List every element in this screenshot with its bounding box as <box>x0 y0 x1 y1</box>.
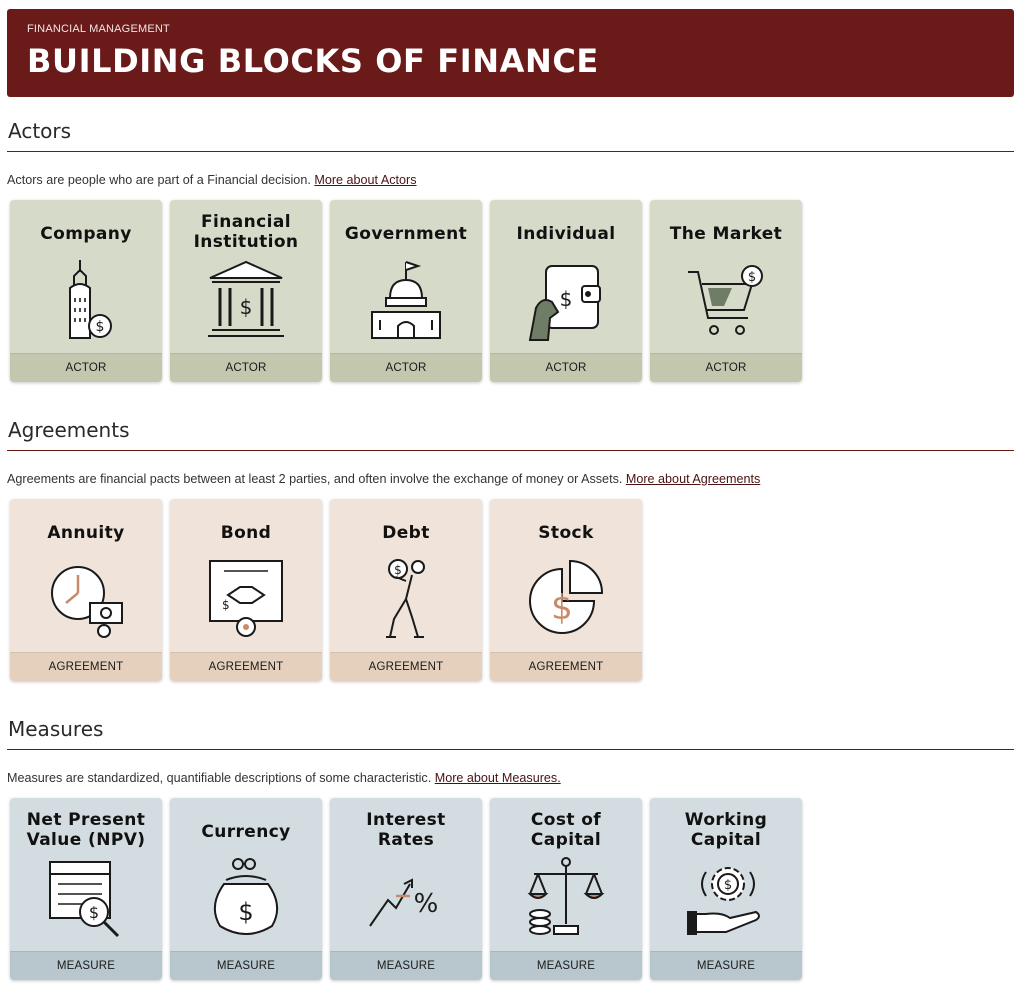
coin-purse-icon <box>206 856 286 942</box>
card-working-capital[interactable] <box>650 798 802 980</box>
shopping-cart-icon <box>686 258 766 344</box>
more-about-agreements-link[interactable]: More about Agreements <box>625 472 761 486</box>
card-financial-institution[interactable] <box>170 200 322 382</box>
card-interest-rates[interactable] <box>330 798 482 980</box>
clock-banknote-icon <box>46 557 126 643</box>
pie-dollar-icon <box>526 557 606 643</box>
svg-text:$: $ <box>95 319 105 335</box>
card-title: Financial Institution <box>193 212 299 252</box>
card-type-label: AGREEMENT <box>490 652 642 681</box>
svg-text:$: $ <box>559 287 573 311</box>
svg-text:$: $ <box>747 270 757 285</box>
certificate-handshake-icon <box>206 557 286 643</box>
card-currency[interactable] <box>170 798 322 980</box>
svg-text:$: $ <box>239 295 253 319</box>
card-title: Debt <box>382 523 430 543</box>
card-grid <box>10 200 802 382</box>
svg-text:$: $ <box>723 878 733 893</box>
section-agreements <box>7 415 1014 673</box>
card-government[interactable] <box>330 200 482 382</box>
hand-wallet-icon <box>526 258 606 344</box>
section-measures <box>7 714 1014 972</box>
bank-building-icon <box>206 258 286 344</box>
card-annuity[interactable] <box>10 499 162 681</box>
card-title: The Market <box>669 224 783 244</box>
skyscraper-dollar-icon <box>46 258 126 344</box>
card-title: Net Present Value (NPV) <box>26 810 146 850</box>
card-title: Currency <box>201 822 291 842</box>
card-company[interactable] <box>10 200 162 382</box>
card-type-label: AGREEMENT <box>170 652 322 681</box>
card-net-present-value[interactable] <box>10 798 162 980</box>
card-type-label: AGREEMENT <box>330 652 482 681</box>
card-title: Stock <box>538 523 594 543</box>
svg-text:$: $ <box>551 588 573 628</box>
card-type-label: MEASURE <box>170 951 322 980</box>
card-type-label: ACTOR <box>10 353 162 382</box>
card-type-label: ACTOR <box>490 353 642 382</box>
svg-text:%: % <box>413 889 439 919</box>
card-title: Individual <box>516 224 616 244</box>
capitol-building-icon <box>366 258 446 344</box>
calendar-magnifier-icon <box>46 856 126 942</box>
card-title: Company <box>40 224 132 244</box>
card-type-label: AGREEMENT <box>10 652 162 681</box>
section-description: Actors are people who are part of a Financial decision. More about Actors <box>7 173 417 187</box>
card-title: Interest Rates <box>366 810 446 850</box>
card-grid <box>10 499 642 681</box>
section-actors <box>7 116 1014 374</box>
svg-text:$: $ <box>394 563 402 577</box>
section-title: Measures <box>7 714 1014 750</box>
section-description: Agreements are financial pacts between at least 2 parties, and often involve the exchange of money or Assets. More about Agreements <box>7 472 761 486</box>
section-title: Agreements <box>7 415 1014 451</box>
hand-gear-icon <box>686 856 766 942</box>
trend-percent-icon <box>366 856 446 942</box>
card-title: Government <box>344 224 468 244</box>
svg-text:$: $ <box>222 598 230 612</box>
card-type-label: ACTOR <box>170 353 322 382</box>
section-description: Measures are standardized, quantifiable descriptions of some characteristic. More about Measures. <box>7 771 561 785</box>
card-grid <box>10 798 802 980</box>
card-the-market[interactable] <box>650 200 802 382</box>
section-title: Actors <box>7 116 1014 152</box>
card-debt[interactable] <box>330 499 482 681</box>
card-type-label: MEASURE <box>330 951 482 980</box>
svg-text:$: $ <box>88 903 100 922</box>
card-title: Working Capital <box>684 810 768 850</box>
svg-text:$: $ <box>238 898 254 926</box>
card-type-label: MEASURE <box>650 951 802 980</box>
page-header <box>7 9 1014 97</box>
card-bond[interactable] <box>170 499 322 681</box>
card-type-label: ACTOR <box>330 353 482 382</box>
card-cost-of-capital[interactable] <box>490 798 642 980</box>
card-title: Annuity <box>47 523 125 543</box>
card-type-label: MEASURE <box>490 951 642 980</box>
card-type-label: ACTOR <box>650 353 802 382</box>
card-title: Bond <box>220 523 272 543</box>
card-stock[interactable] <box>490 499 642 681</box>
balance-scale-icon <box>526 856 606 942</box>
card-individual[interactable] <box>490 200 642 382</box>
person-carrying-coin-icon <box>366 557 446 643</box>
header-kicker: FINANCIAL MANAGEMENT <box>27 23 170 35</box>
more-about-actors-link[interactable]: More about Actors <box>314 173 417 187</box>
page-title: BUILDING BLOCKS OF FINANCE <box>27 42 599 80</box>
more-about-measures-link[interactable]: More about Measures. <box>434 771 561 785</box>
card-type-label: MEASURE <box>10 951 162 980</box>
card-title: Cost of Capital <box>530 810 602 850</box>
